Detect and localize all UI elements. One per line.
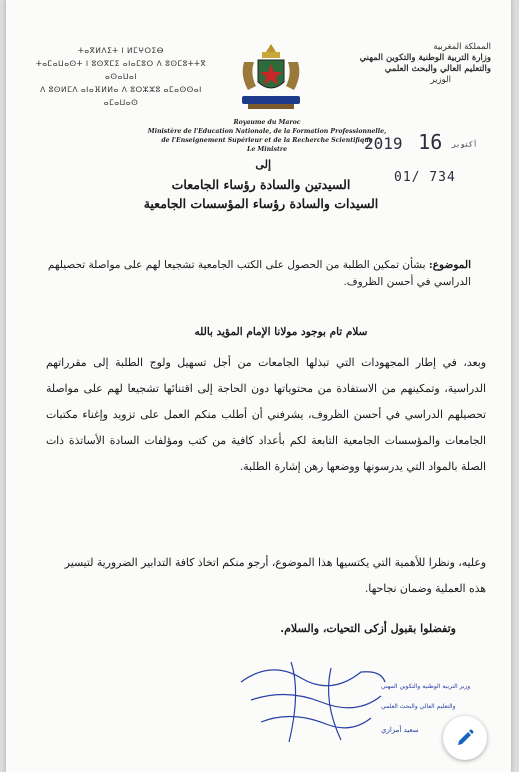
tifinagh-letterhead [26,44,216,109]
ministry-line: de l'Enseignement Supérieur et de la Recherche Scientifique [161,137,373,144]
stamp-month: أكتوبر [451,140,478,149]
letter-page [6,0,511,772]
arabic-letterhead-line: المملكة المغربية [433,42,491,52]
recipient-line: السيدتين والسادة رؤساء الجامعات [171,177,351,192]
body-paragraph-2: وعليه، ونظرا للأهمية التي يكتسيها هذا الموضوع، أرجو منكم اتخاذ كافة التدابير الضرورية لتيسير هذه العملية وضمان نجاحها. [64,556,486,595]
to-label: إلى [255,158,271,171]
reference-number: 01/ 734 [394,170,456,185]
recipients [126,175,396,213]
arabic-letterhead [301,42,491,86]
date-stamp [364,130,477,154]
stamp-year: 2019 [364,134,403,153]
subject-text: بشأن تمكين الطلبة من الحصول على الكتب الجامعية تشجيعا لهم على مواصلة تحصيلهم الدراسي في أحسن الظروف. [47,259,471,288]
tifinagh-letterhead-line: ⵜⴰⵎⴰⵡⴰⵙⵜ ⵏ ⵓⵙⴳⵎⵉ ⴰⵏⴰⵎⵓⵔ ⴷ ⵓⵙⵎⵓⵜⵜⴳ ⴰⵙⴰⵡⴰⵏ [35,59,207,81]
ministry-line: Ministère de l'Education Nationale, de la Formation Professionnelle, [147,128,387,135]
pencil-icon [455,728,475,748]
coat-of-arms-emblem [238,42,304,112]
recipient-line: السيدات والسادة رؤساء المؤسسات الجامعية [143,196,379,211]
signature-stamp [231,652,471,752]
ministry-line: Le Ministre [246,146,288,153]
body-paragraph-1: وبعد، في إطار المجهودات التي تبذلها الجامعات من أجل تسهيل ولوج الطلبة إلى مقرراتهم الدراسية، وتمكينهم من الاستفادة من محتوياتها دون الحاجة إلى اقتنائها تشجيعا لهم على مواصلة تحصيلهم الدراسي في أحسن الظروف، يشرفني أن أطلب منكم العمل على تزويد وإغناء مكتبات الجامعات والمؤسسات الجامعية التابعة لكم بأعداد كافية من كتب ومؤلفات السادة الأساتذة ذات الصلة بالمواد التي يدرسونها ووضعها رهن إشارة الطلبة. [46,356,486,473]
tifinagh-letterhead-line: ⵜⴰⴳⵍⴷⵉⵜ ⵏ ⵍⵎⵖⵔⵉⴱ [78,46,164,55]
edit-button[interactable] [443,716,487,760]
greeting: سلام تام بوجود مولانا الإمام المؤيد بالله [194,326,368,338]
arabic-letterhead-line: الوزير [430,75,451,85]
ministry-line: Royaume du Maroc [233,119,301,126]
arabic-letterhead-line: والتعليم العالي والبحث العلمي [384,64,491,74]
signature-stamp-line: سعيد أمزازي [381,726,419,734]
signature-stamp-line: وزير التربية الوطنية والتكوين المهني [381,683,471,690]
tifinagh-letterhead-line: ⴰⵎⴰⵡⴰⵙ [103,98,139,107]
signature-stamp-line: والتعليم العالي والبحث العلمي [381,703,456,710]
closing-line: وتفضلوا بقبول أزكى التحيات، والسلام. [280,622,456,635]
tifinagh-letterhead-line: ⴷ ⵓⵙⵍⵎⴷ ⴰⵏⴰⴼⵍⵍⴰ ⴷ ⵓⵔⵣⵣⵓ ⴰⵎⴰⵙⵙⴰⵏ [40,85,202,94]
stamp-day: 16 [418,130,443,154]
arabic-letterhead-line: وزارة التربية الوطنية والتكوين المهني [359,53,491,63]
subject-label: الموضوع: [428,259,471,271]
subject-line [46,257,471,291]
